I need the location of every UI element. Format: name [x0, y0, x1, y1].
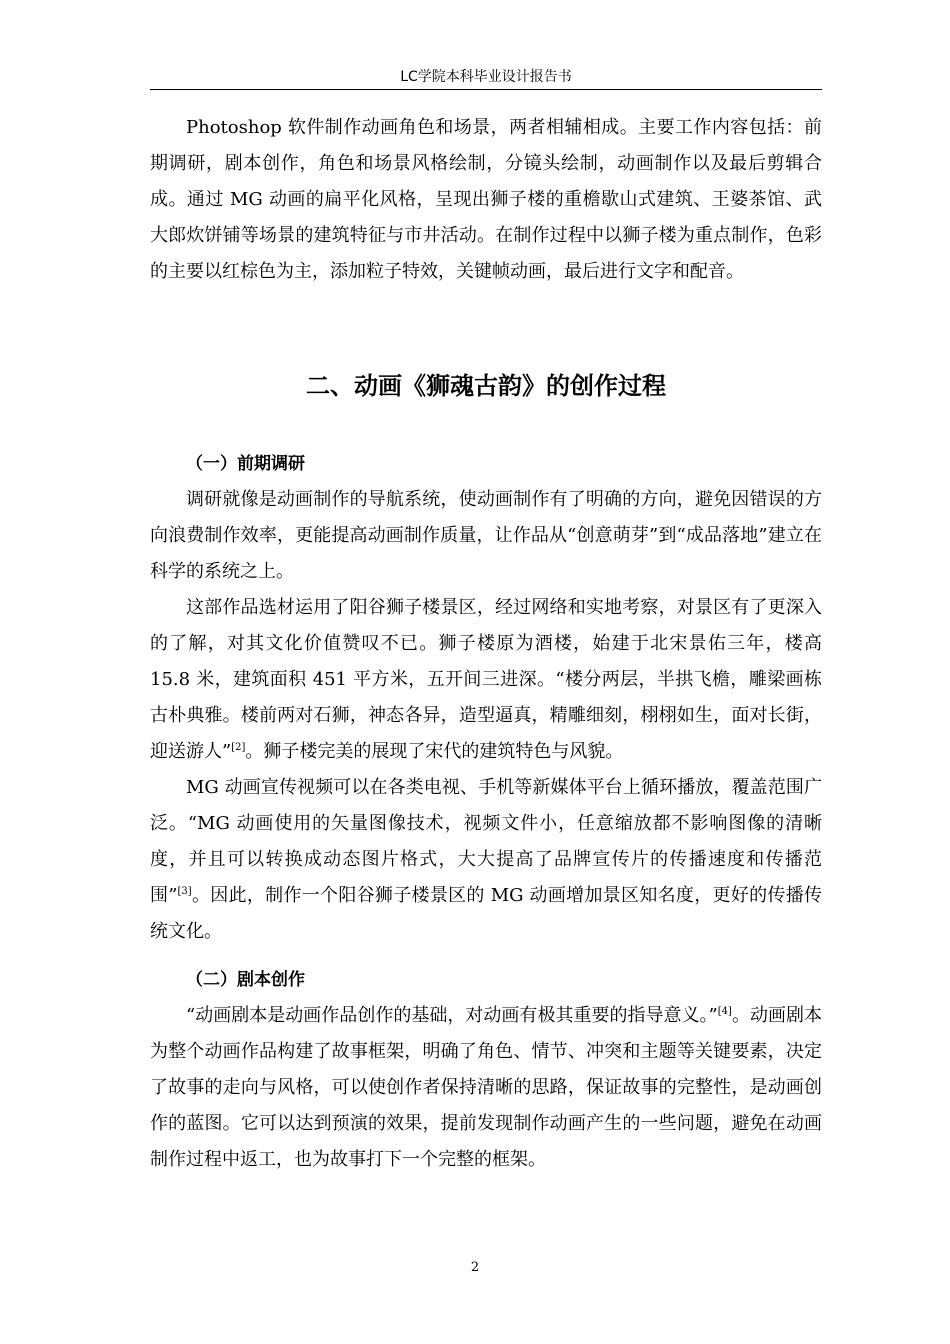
page-number: 2 [470, 1260, 480, 1275]
subsection-title-research: （一）前期调研 [186, 454, 305, 474]
script-paragraph-1-tail: 。动画剧本为整个动画作品构建了故事框架，明确了角色、情节、冲突和主题等关键要素，决定了故事的走向与风格，可以使创作者保持清晰的思路，保证故事的完整性，是动画创作的蓝图。它可以达到预演的效果，提前发现制作动画产生的一些问题，避免在动画制作过程中返工，也为故事打下一个完整的框架。 [150, 1005, 822, 1170]
citation-ref: [2] [231, 742, 246, 753]
research-paragraph-3-tail: 。因此，制作一个阳谷狮子楼景区的 MG 动画增加景区知名度，更好的传播传统文化。 [150, 885, 822, 942]
section-title: 二、动画《狮魂古韵》的创作过程 [306, 372, 666, 400]
citation-ref: [3] [177, 886, 192, 897]
script-paragraph-1-text: “动画剧本是动画作品创作的基础，对动画有极其重要的指导意义。” [186, 1005, 718, 1026]
intro-block [150, 110, 822, 290]
script-block [150, 998, 822, 1178]
script-paragraph-1 [150, 998, 822, 1178]
research-paragraph-2-tail: 。狮子楼完美的展现了宋代的建筑特色与风貌。 [245, 741, 624, 762]
page-header: LC学院本科毕业设计报告书 [400, 69, 572, 85]
research-paragraph-3-text: MG 动画宣传视频可以在各类电视、手机等新媒体平台上循环播放，覆盖范围广泛。“MG 动画使用的矢量图像技术，视频文件小，任意缩放都不影响图像的清晰度，并且可以转换成动态图片格式，大大提高了品牌宣传片的传播速度和传播范围” [150, 777, 822, 906]
intro-paragraph: Photoshop 软件制作动画角色和场景，两者相辅相成。主要工作内容包括：前期调研，剧本创作，角色和场景风格绘制，分镜头绘制，动画制作以及最后剪辑合成。通过 MG 动画的扁平化风格，呈现出狮子楼的重檐歇山式建筑、王婆茶馆、武大郎炊饼铺等场景的建筑特征与市井活动。在制作过程中以狮子楼为重点制作，色彩的主要以红棕色为主，添加粒子特效，关键帧动画，最后进行文字和配音。 [150, 117, 822, 282]
research-block [150, 482, 822, 950]
research-paragraph-1: 调研就像是动画制作的导航系统，使动画制作有了明确的方向，避免因错误的方向浪费制作效率，更能提高动画制作质量，让作品从“创意萌芽”到“成品落地”建立在科学的系统之上。 [150, 489, 822, 582]
research-paragraph-2-text: 这部作品选材运用了阳谷狮子楼景区，经过网络和实地考察，对景区有了更深入的了解，对其文化价值赞叹不已。狮子楼原为酒楼，始建于北宋景佑三年，楼高 15.8 米，建筑面积 451 平方米，五开间三进深。“楼分两层，半拱飞檐，雕梁画栋古朴典雅。楼前两对石狮，神态各异，造型逼真，精雕细刻，栩栩如生，面对长街，迎送游人” [150, 597, 822, 762]
research-paragraph-2 [150, 590, 822, 770]
header-rule [150, 89, 822, 90]
research-paragraph-3 [150, 770, 822, 950]
citation-ref: [4] [717, 1006, 732, 1017]
subsection-title-script: （二）剧本创作 [186, 970, 305, 990]
